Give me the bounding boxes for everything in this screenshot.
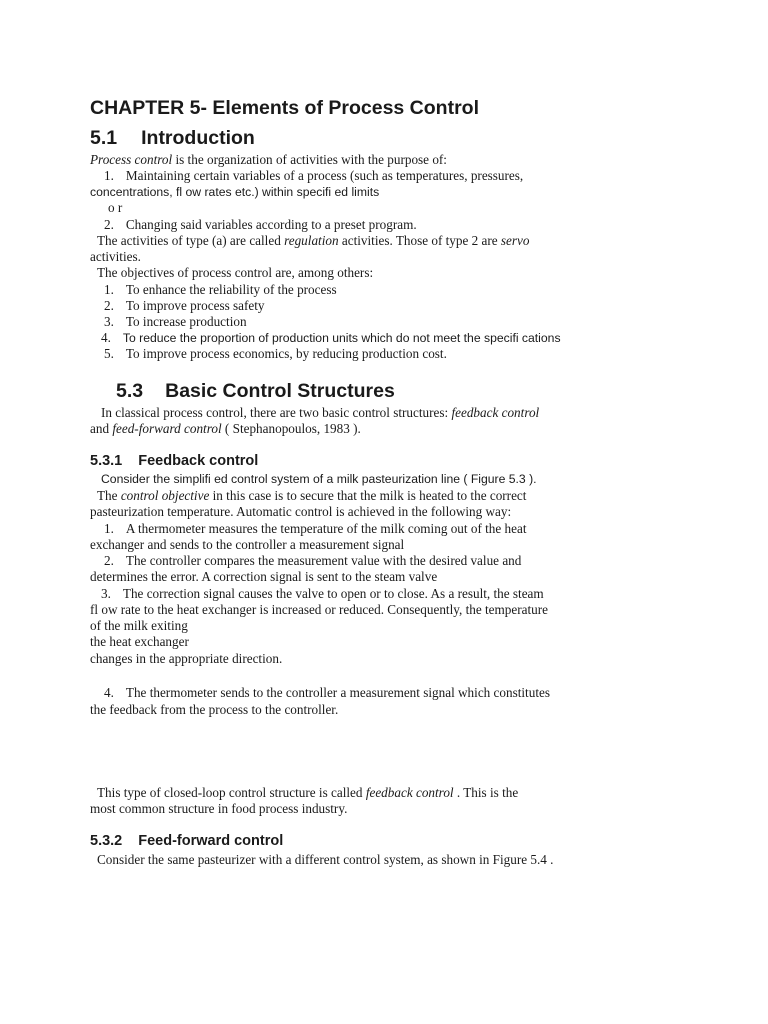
section-5-3-2-heading bbox=[90, 832, 283, 850]
list-item-continuation: the heat exchanger bbox=[90, 634, 189, 649]
term-process-control: Process control bbox=[90, 152, 173, 167]
feed-forward-paragraph: Consider the same pasteurizer with a different control system, as shown in Figure 5.4 . bbox=[97, 852, 554, 867]
section-5-3-1-heading bbox=[90, 452, 258, 470]
list-item: 1. A thermometer measures the temperature of the milk coming out of the heat bbox=[104, 521, 527, 536]
section-number: 5.3.1 bbox=[90, 453, 123, 469]
structures-paragraph-end: and feed-forward control ( Stephanopoulos, 1983 ). bbox=[90, 421, 361, 436]
closed-loop-paragraph: This type of closed-loop control structure is called feedback control . This is the bbox=[97, 785, 519, 800]
list-item-continuation: determines the error. A correction signal is sent to the steam valve bbox=[90, 569, 438, 584]
term-feedback-control: feedback control bbox=[365, 785, 454, 800]
list-item: 1. Maintaining certain variables of a process (such as temperatures, pressures, bbox=[104, 168, 524, 183]
term-control-objective: control objective bbox=[120, 488, 210, 503]
list-item-continuation: of the milk exiting bbox=[90, 618, 188, 633]
term-regulation: regulation bbox=[284, 233, 339, 248]
list-item-continuation: the feedback from the process to the controller. bbox=[90, 702, 339, 717]
structures-paragraph: In classical process control, there are two basic control structures: feedback control bbox=[101, 405, 540, 420]
list-item: 3. The correction signal causes the valve to open or to close. As a result, the steam bbox=[101, 586, 544, 601]
activities-paragraph-end: activities. bbox=[90, 249, 141, 264]
list-item: 3. To increase production bbox=[104, 314, 247, 329]
section-title: Feed-forward control bbox=[138, 833, 284, 849]
list-item-continuation: exchanger and sends to the controller a measurement signal bbox=[90, 537, 405, 552]
list-item-continuation: fl ow rate to the heat exchanger is increased or reduced. Consequently, the temperature bbox=[90, 602, 548, 617]
list-item: 2. Changing said variables according to a preset program. bbox=[104, 217, 417, 232]
section-number: 5.3 bbox=[116, 380, 144, 402]
list-item-continuation: concentrations, fl ow rates etc.) within specifi ed limits bbox=[90, 185, 380, 199]
objectives-intro: The objectives of process control are, among others: bbox=[97, 265, 374, 280]
term-feed-forward-control: feed-forward control bbox=[112, 421, 222, 436]
section-title: Introduction bbox=[141, 127, 255, 149]
activities-paragraph: The activities of type (a) are called regulation activities. Those of type 2 are servo bbox=[97, 233, 530, 248]
term-feedback-control: feedback control bbox=[451, 405, 540, 420]
list-item-continuation: changes in the appropriate direction. bbox=[90, 651, 283, 666]
or-connector: o r bbox=[108, 200, 123, 215]
list-item: 4. The thermometer sends to the controller a measurement signal which constitutes bbox=[104, 685, 550, 700]
list-item: 5. To improve process economics, by reducing production cost. bbox=[104, 346, 447, 361]
list-item: 2. The controller compares the measurement value with the desired value and bbox=[104, 553, 522, 568]
consider-paragraph: Consider the simplifi ed control system of a milk pasteurization line ( Figure 5.3 ). bbox=[101, 472, 537, 486]
chapter-title: CHAPTER 5- Elements of Process Control bbox=[90, 97, 479, 119]
section-5-1-heading bbox=[90, 126, 255, 150]
intro-paragraph: Process control is the organization of activities with the purpose of: bbox=[90, 152, 447, 167]
objective-paragraph-end: pasteurization temperature. Automatic control is achieved in the following way: bbox=[90, 504, 512, 519]
section-5-3-heading bbox=[116, 379, 395, 403]
section-title: Feedback control bbox=[138, 453, 259, 469]
list-item: 1. To enhance the reliability of the process bbox=[104, 282, 337, 297]
list-item: 4. To reduce the proportion of production units which do not meet the specifi cations bbox=[101, 330, 561, 345]
list-item: 2. To improve process safety bbox=[104, 298, 265, 313]
objective-paragraph: The control objective in this case is to secure that the milk is heated to the correct bbox=[97, 488, 527, 503]
section-number: 5.3.2 bbox=[90, 833, 123, 849]
section-title: Basic Control Structures bbox=[165, 380, 395, 402]
closed-loop-paragraph-end: most common structure in food process industry. bbox=[90, 801, 348, 816]
term-servo: servo bbox=[500, 233, 530, 248]
section-number: 5.1 bbox=[90, 127, 118, 149]
